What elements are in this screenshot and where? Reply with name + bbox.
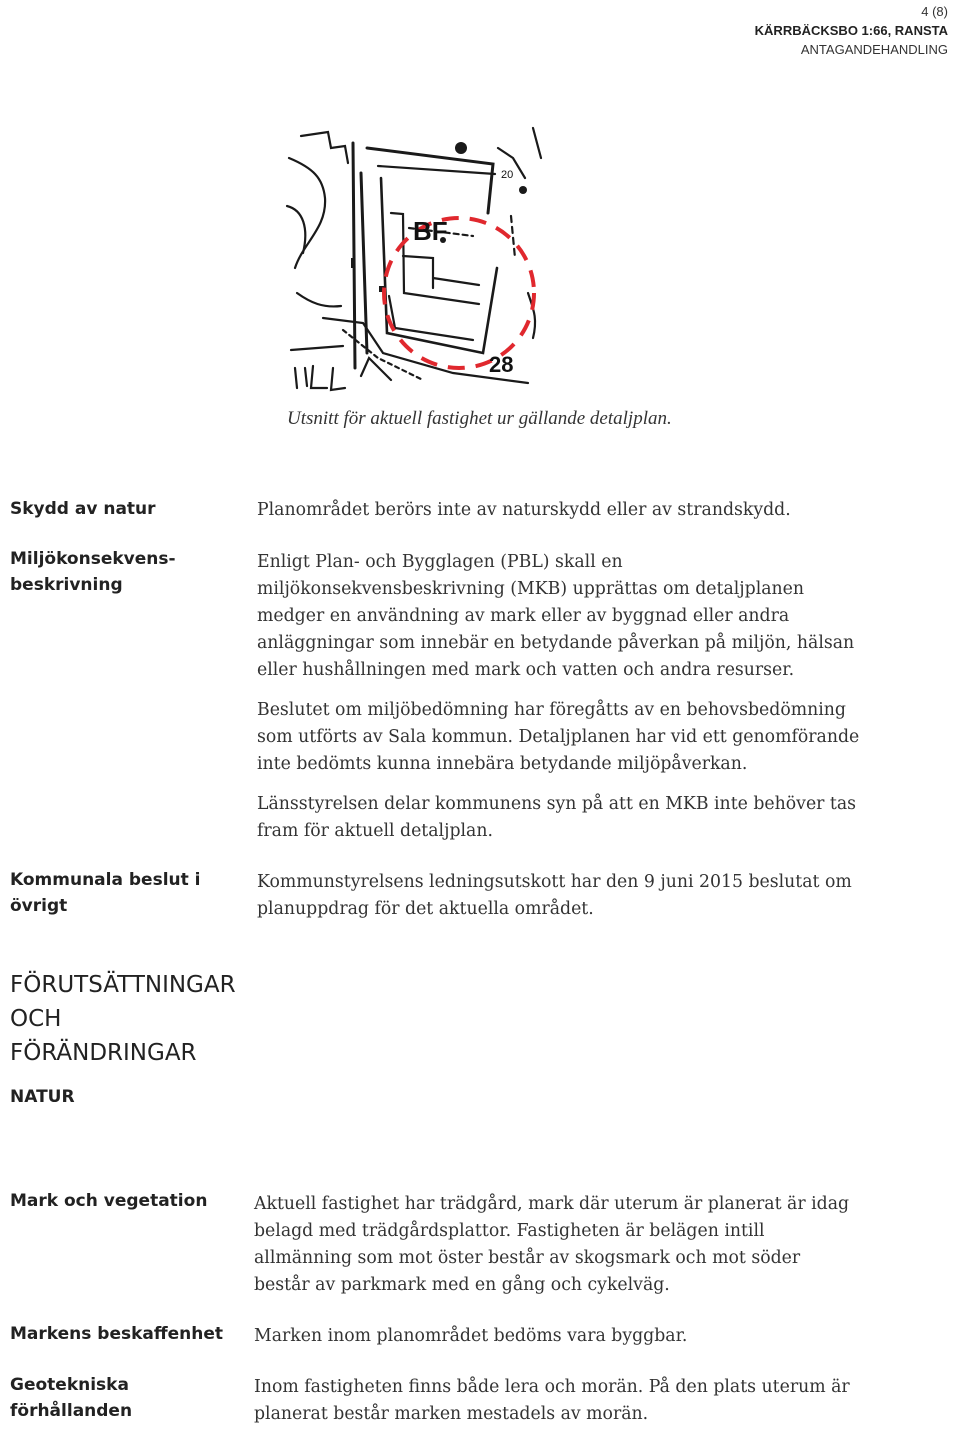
- text-skydd-av-natur: Planområdet berörs inte av naturskydd eller av strandskydd.: [257, 500, 791, 520]
- text-line: som utförts av Sala kommun. Detaljplanen har vid ett genomförande: [257, 727, 860, 747]
- heading-line: FÖRUTSÄTTNINGAR: [10, 972, 236, 998]
- label-line: Kommunala beslut i: [10, 870, 201, 890]
- label-geotekniska-forhallanden: [10, 1372, 132, 1424]
- label-markens-beskaffenhet: Markens beskaffenhet: [10, 1324, 224, 1344]
- label-line: Miljökonsekvens-: [10, 549, 176, 569]
- text-line: medger en användning av mark eller av byggnad eller andra: [257, 606, 790, 626]
- text-markens-beskaffenhet: Marken inom planområdet bedöms vara byggbar.: [254, 1326, 688, 1346]
- text-line: Inom fastigheten finns både lera och morän. På den plats uterum är: [254, 1377, 850, 1397]
- paragraph-mark-och-vegetation: [254, 1191, 849, 1299]
- map-label-20: 20: [501, 169, 514, 181]
- label-line: förhållanden: [10, 1401, 133, 1421]
- paragraph-mkb-1: [257, 549, 854, 684]
- page-header: [755, 2, 948, 59]
- text-line: planerat består marken mestadels av morän.: [254, 1404, 649, 1424]
- page-number: 4 (8): [921, 4, 948, 19]
- text-line: består av parkmark med en gång och cykelväg.: [254, 1275, 670, 1295]
- text-line: planuppdrag för det aktuella området.: [257, 899, 594, 919]
- text-line: inte bedömts kunna innebära betydande miljöpåverkan.: [257, 754, 748, 774]
- text-line: Länsstyrelsen delar kommunens syn på att en MKB inte behöver tas: [257, 794, 857, 814]
- text-line: Beslutet om miljöbedömning har föregåtts av en behovsbedömning: [257, 700, 846, 720]
- detail-plan-map: [283, 118, 553, 400]
- document-title: KÄRRBÄCKSBO 1:66, RANSTA: [754, 23, 948, 38]
- text-line: allmänning som mot öster består av skogsmark och mot söder: [254, 1248, 801, 1268]
- text-line: fram för aktuell detaljplan.: [257, 821, 493, 841]
- paragraph-kommunala-beslut: [257, 869, 852, 923]
- map-label-bf: BF: [413, 216, 448, 246]
- map-caption: Utsnitt för aktuell fastighet ur gällande detaljplan.: [287, 408, 672, 429]
- text-line: Enligt Plan- och Bygglagen (PBL) skall en: [257, 552, 623, 572]
- label-line: Geotekniska: [10, 1375, 129, 1395]
- paragraph-mkb-2: [257, 697, 859, 778]
- section-heading: [10, 968, 236, 1070]
- paragraph-geotekniska-forhallanden: [254, 1374, 850, 1428]
- heading-line: FÖRÄNDRINGAR: [10, 1040, 197, 1066]
- text-line: eller hushållningen med mark och vatten och andra resurser.: [257, 660, 795, 680]
- text-line: belagd med trädgårdsplattor. Fastigheten är belägen intill: [254, 1221, 765, 1241]
- text-line: miljökonsekvensbeskrivning (MKB) upprättas om detaljplanen: [257, 579, 805, 599]
- document-subtitle: ANTAGANDEHANDLING: [800, 42, 948, 57]
- label-skydd-av-natur: Skydd av natur: [10, 499, 156, 519]
- subheading-natur: NATUR: [10, 1087, 75, 1107]
- text-line: Aktuell fastighet har trädgård, mark där uterum är planerat är idag: [254, 1194, 850, 1214]
- label-line: övrigt: [10, 896, 68, 916]
- text-line: Kommunstyrelsens ledningsutskott har den 9 juni 2015 beslutat om: [257, 872, 852, 892]
- label-mark-och-vegetation: Mark och vegetation: [10, 1191, 208, 1211]
- map-label-28: 28: [489, 352, 514, 377]
- heading-line: OCH: [10, 1006, 62, 1032]
- label-miljokonsekvensbeskrivning: [10, 546, 176, 598]
- text-line: anläggningar som innebär en betydande påverkan på miljön, hälsan: [257, 633, 855, 653]
- paragraph-mkb-3: [257, 791, 856, 845]
- label-line: beskrivning: [10, 575, 123, 595]
- label-kommunala-beslut: [10, 867, 201, 919]
